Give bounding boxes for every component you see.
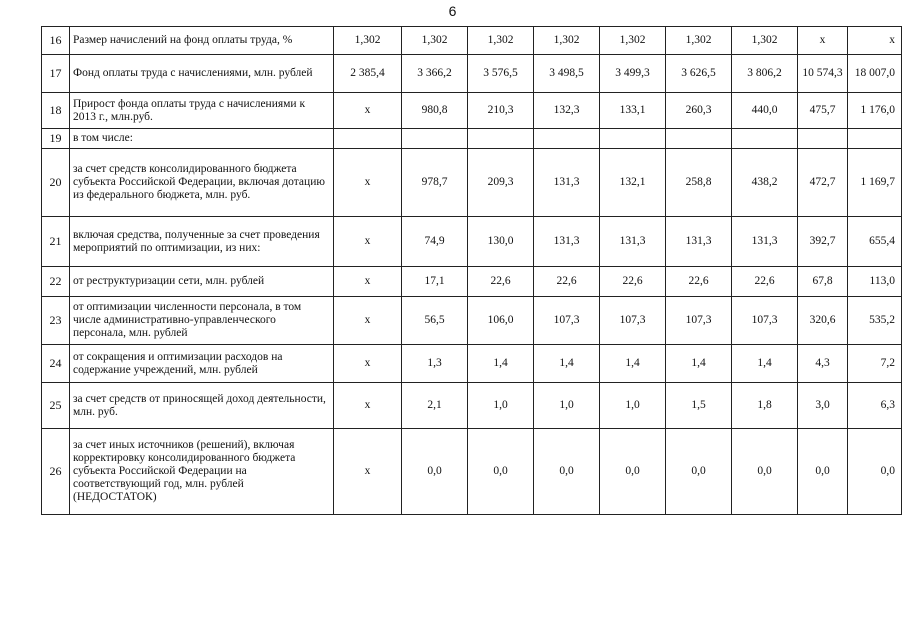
row-value: 131,3 bbox=[732, 217, 798, 267]
row-value: 655,4 bbox=[848, 217, 902, 267]
row-label: в том числе: bbox=[70, 129, 334, 149]
table-row bbox=[42, 297, 902, 345]
row-value: x bbox=[334, 297, 402, 345]
row-value bbox=[732, 129, 798, 149]
row-value: 1,4 bbox=[732, 345, 798, 383]
row-number: 23 bbox=[42, 297, 70, 345]
row-value: 1 169,7 bbox=[848, 149, 902, 217]
row-label: от сокращения и оптимизации расходов на содержание учреждений, млн. рублей bbox=[70, 345, 334, 383]
row-value: 133,1 bbox=[600, 93, 666, 129]
row-value: 107,3 bbox=[732, 297, 798, 345]
row-value: 475,7 bbox=[798, 93, 848, 129]
row-value: 1,8 bbox=[732, 383, 798, 429]
row-label: за счет средств консолидированного бюджета субъекта Российской Федерации, включая дотацию из федерального бюджета, млн. руб. bbox=[70, 149, 334, 217]
row-number: 22 bbox=[42, 267, 70, 297]
row-value: 1,4 bbox=[468, 345, 534, 383]
row-value bbox=[402, 129, 468, 149]
row-value: 3 626,5 bbox=[666, 55, 732, 93]
row-value: 131,3 bbox=[534, 217, 600, 267]
row-value: x bbox=[334, 383, 402, 429]
row-value: 1,0 bbox=[534, 383, 600, 429]
row-value: 67,8 bbox=[798, 267, 848, 297]
row-number: 24 bbox=[42, 345, 70, 383]
row-value: 2,1 bbox=[402, 383, 468, 429]
row-value: 1,302 bbox=[600, 27, 666, 55]
row-value: 3 806,2 bbox=[732, 55, 798, 93]
row-value: 392,7 bbox=[798, 217, 848, 267]
table-row bbox=[42, 149, 902, 217]
row-value: x bbox=[334, 429, 402, 515]
row-value: 1,4 bbox=[600, 345, 666, 383]
row-value bbox=[534, 129, 600, 149]
row-value: 2 385,4 bbox=[334, 55, 402, 93]
row-value: 0,0 bbox=[732, 429, 798, 515]
row-value bbox=[798, 129, 848, 149]
row-value: 0,0 bbox=[468, 429, 534, 515]
row-value: 107,3 bbox=[600, 297, 666, 345]
row-value: 1,5 bbox=[666, 383, 732, 429]
row-value: 260,3 bbox=[666, 93, 732, 129]
row-value: 10 574,3 bbox=[798, 55, 848, 93]
row-value: 106,0 bbox=[468, 297, 534, 345]
row-label: за счет средств от приносящей доход деятельности, млн. руб. bbox=[70, 383, 334, 429]
row-value: 472,7 bbox=[798, 149, 848, 217]
row-value: 132,3 bbox=[534, 93, 600, 129]
row-value: 438,2 bbox=[732, 149, 798, 217]
row-value: 107,3 bbox=[534, 297, 600, 345]
row-value: 56,5 bbox=[402, 297, 468, 345]
row-value: 1,0 bbox=[600, 383, 666, 429]
row-value: x bbox=[848, 27, 902, 55]
row-value bbox=[600, 129, 666, 149]
row-value: 209,3 bbox=[468, 149, 534, 217]
row-value bbox=[468, 129, 534, 149]
row-value: 18 007,0 bbox=[848, 55, 902, 93]
row-value: 22,6 bbox=[600, 267, 666, 297]
row-value: 0,0 bbox=[402, 429, 468, 515]
row-value: 4,3 bbox=[798, 345, 848, 383]
row-value: x bbox=[334, 267, 402, 297]
row-value: 131,3 bbox=[534, 149, 600, 217]
row-value: 978,7 bbox=[402, 149, 468, 217]
row-value bbox=[334, 129, 402, 149]
row-value: 1,302 bbox=[402, 27, 468, 55]
row-label: Фонд оплаты труда с начислениями, млн. рублей bbox=[70, 55, 334, 93]
table-row bbox=[42, 93, 902, 129]
row-value: 6,3 bbox=[848, 383, 902, 429]
row-number: 26 bbox=[42, 429, 70, 515]
row-value: 3 498,5 bbox=[534, 55, 600, 93]
row-label: от оптимизации численности персонала, в том числе административно-управленческого персонала, млн. рублей bbox=[70, 297, 334, 345]
row-number: 17 bbox=[42, 55, 70, 93]
table-row bbox=[42, 267, 902, 297]
row-value: 107,3 bbox=[666, 297, 732, 345]
data-table bbox=[41, 26, 902, 515]
row-value: 1,302 bbox=[732, 27, 798, 55]
row-value: 3 576,5 bbox=[468, 55, 534, 93]
table-row bbox=[42, 27, 902, 55]
row-label: включая средства, полученные за счет проведения мероприятий по оптимизации, из них: bbox=[70, 217, 334, 267]
page-number: 6 bbox=[448, 3, 457, 19]
row-number: 21 bbox=[42, 217, 70, 267]
row-value: 113,0 bbox=[848, 267, 902, 297]
row-number: 25 bbox=[42, 383, 70, 429]
row-value: 535,2 bbox=[848, 297, 902, 345]
row-value: 320,6 bbox=[798, 297, 848, 345]
table-row bbox=[42, 429, 902, 515]
row-value: 1,302 bbox=[666, 27, 732, 55]
row-value: 22,6 bbox=[666, 267, 732, 297]
table-row bbox=[42, 129, 902, 149]
table-row bbox=[42, 217, 902, 267]
row-label: за счет иных источников (решений), включая корректировку консолидированного бюджета субъекта Российской Федерации на соответствующий год, млн. рублей (НЕДОСТАТОК) bbox=[70, 429, 334, 515]
row-value: 3 499,3 bbox=[600, 55, 666, 93]
row-value: 0,0 bbox=[848, 429, 902, 515]
row-value: 0,0 bbox=[534, 429, 600, 515]
row-value: 131,3 bbox=[600, 217, 666, 267]
table-row bbox=[42, 55, 902, 93]
row-value: 7,2 bbox=[848, 345, 902, 383]
row-value: 1,4 bbox=[666, 345, 732, 383]
row-value: 1,4 bbox=[534, 345, 600, 383]
row-value: x bbox=[334, 217, 402, 267]
row-number: 18 bbox=[42, 93, 70, 129]
row-number: 16 bbox=[42, 27, 70, 55]
row-value: 130,0 bbox=[468, 217, 534, 267]
row-label: Прирост фонда оплаты труда с начислениями к 2013 г., млн.руб. bbox=[70, 93, 334, 129]
table-row bbox=[42, 345, 902, 383]
row-label: от реструктуризации сети, млн. рублей bbox=[70, 267, 334, 297]
row-value: 22,6 bbox=[732, 267, 798, 297]
row-value: x bbox=[334, 149, 402, 217]
row-value: 258,8 bbox=[666, 149, 732, 217]
row-value: 22,6 bbox=[468, 267, 534, 297]
table-body bbox=[42, 27, 902, 515]
row-value: 1,3 bbox=[402, 345, 468, 383]
row-value: 22,6 bbox=[534, 267, 600, 297]
row-value: 1,302 bbox=[534, 27, 600, 55]
row-value bbox=[666, 129, 732, 149]
row-number: 19 bbox=[42, 129, 70, 149]
row-value: 0,0 bbox=[798, 429, 848, 515]
row-value: 17,1 bbox=[402, 267, 468, 297]
row-value bbox=[848, 129, 902, 149]
row-value: 980,8 bbox=[402, 93, 468, 129]
row-number: 20 bbox=[42, 149, 70, 217]
row-value: 1,302 bbox=[334, 27, 402, 55]
row-value: 132,1 bbox=[600, 149, 666, 217]
row-value: 440,0 bbox=[732, 93, 798, 129]
row-value: 1,302 bbox=[468, 27, 534, 55]
row-value: 131,3 bbox=[666, 217, 732, 267]
row-value: 3 366,2 bbox=[402, 55, 468, 93]
table-row bbox=[42, 383, 902, 429]
row-value: 210,3 bbox=[468, 93, 534, 129]
row-value: 0,0 bbox=[600, 429, 666, 515]
row-value: 1,0 bbox=[468, 383, 534, 429]
row-value: 0,0 bbox=[666, 429, 732, 515]
row-value: 1 176,0 bbox=[848, 93, 902, 129]
row-value: x bbox=[334, 93, 402, 129]
row-value: x bbox=[798, 27, 848, 55]
row-value: x bbox=[334, 345, 402, 383]
row-label: Размер начислений на фонд оплаты труда, % bbox=[70, 27, 334, 55]
row-value: 3,0 bbox=[798, 383, 848, 429]
row-value: 74,9 bbox=[402, 217, 468, 267]
